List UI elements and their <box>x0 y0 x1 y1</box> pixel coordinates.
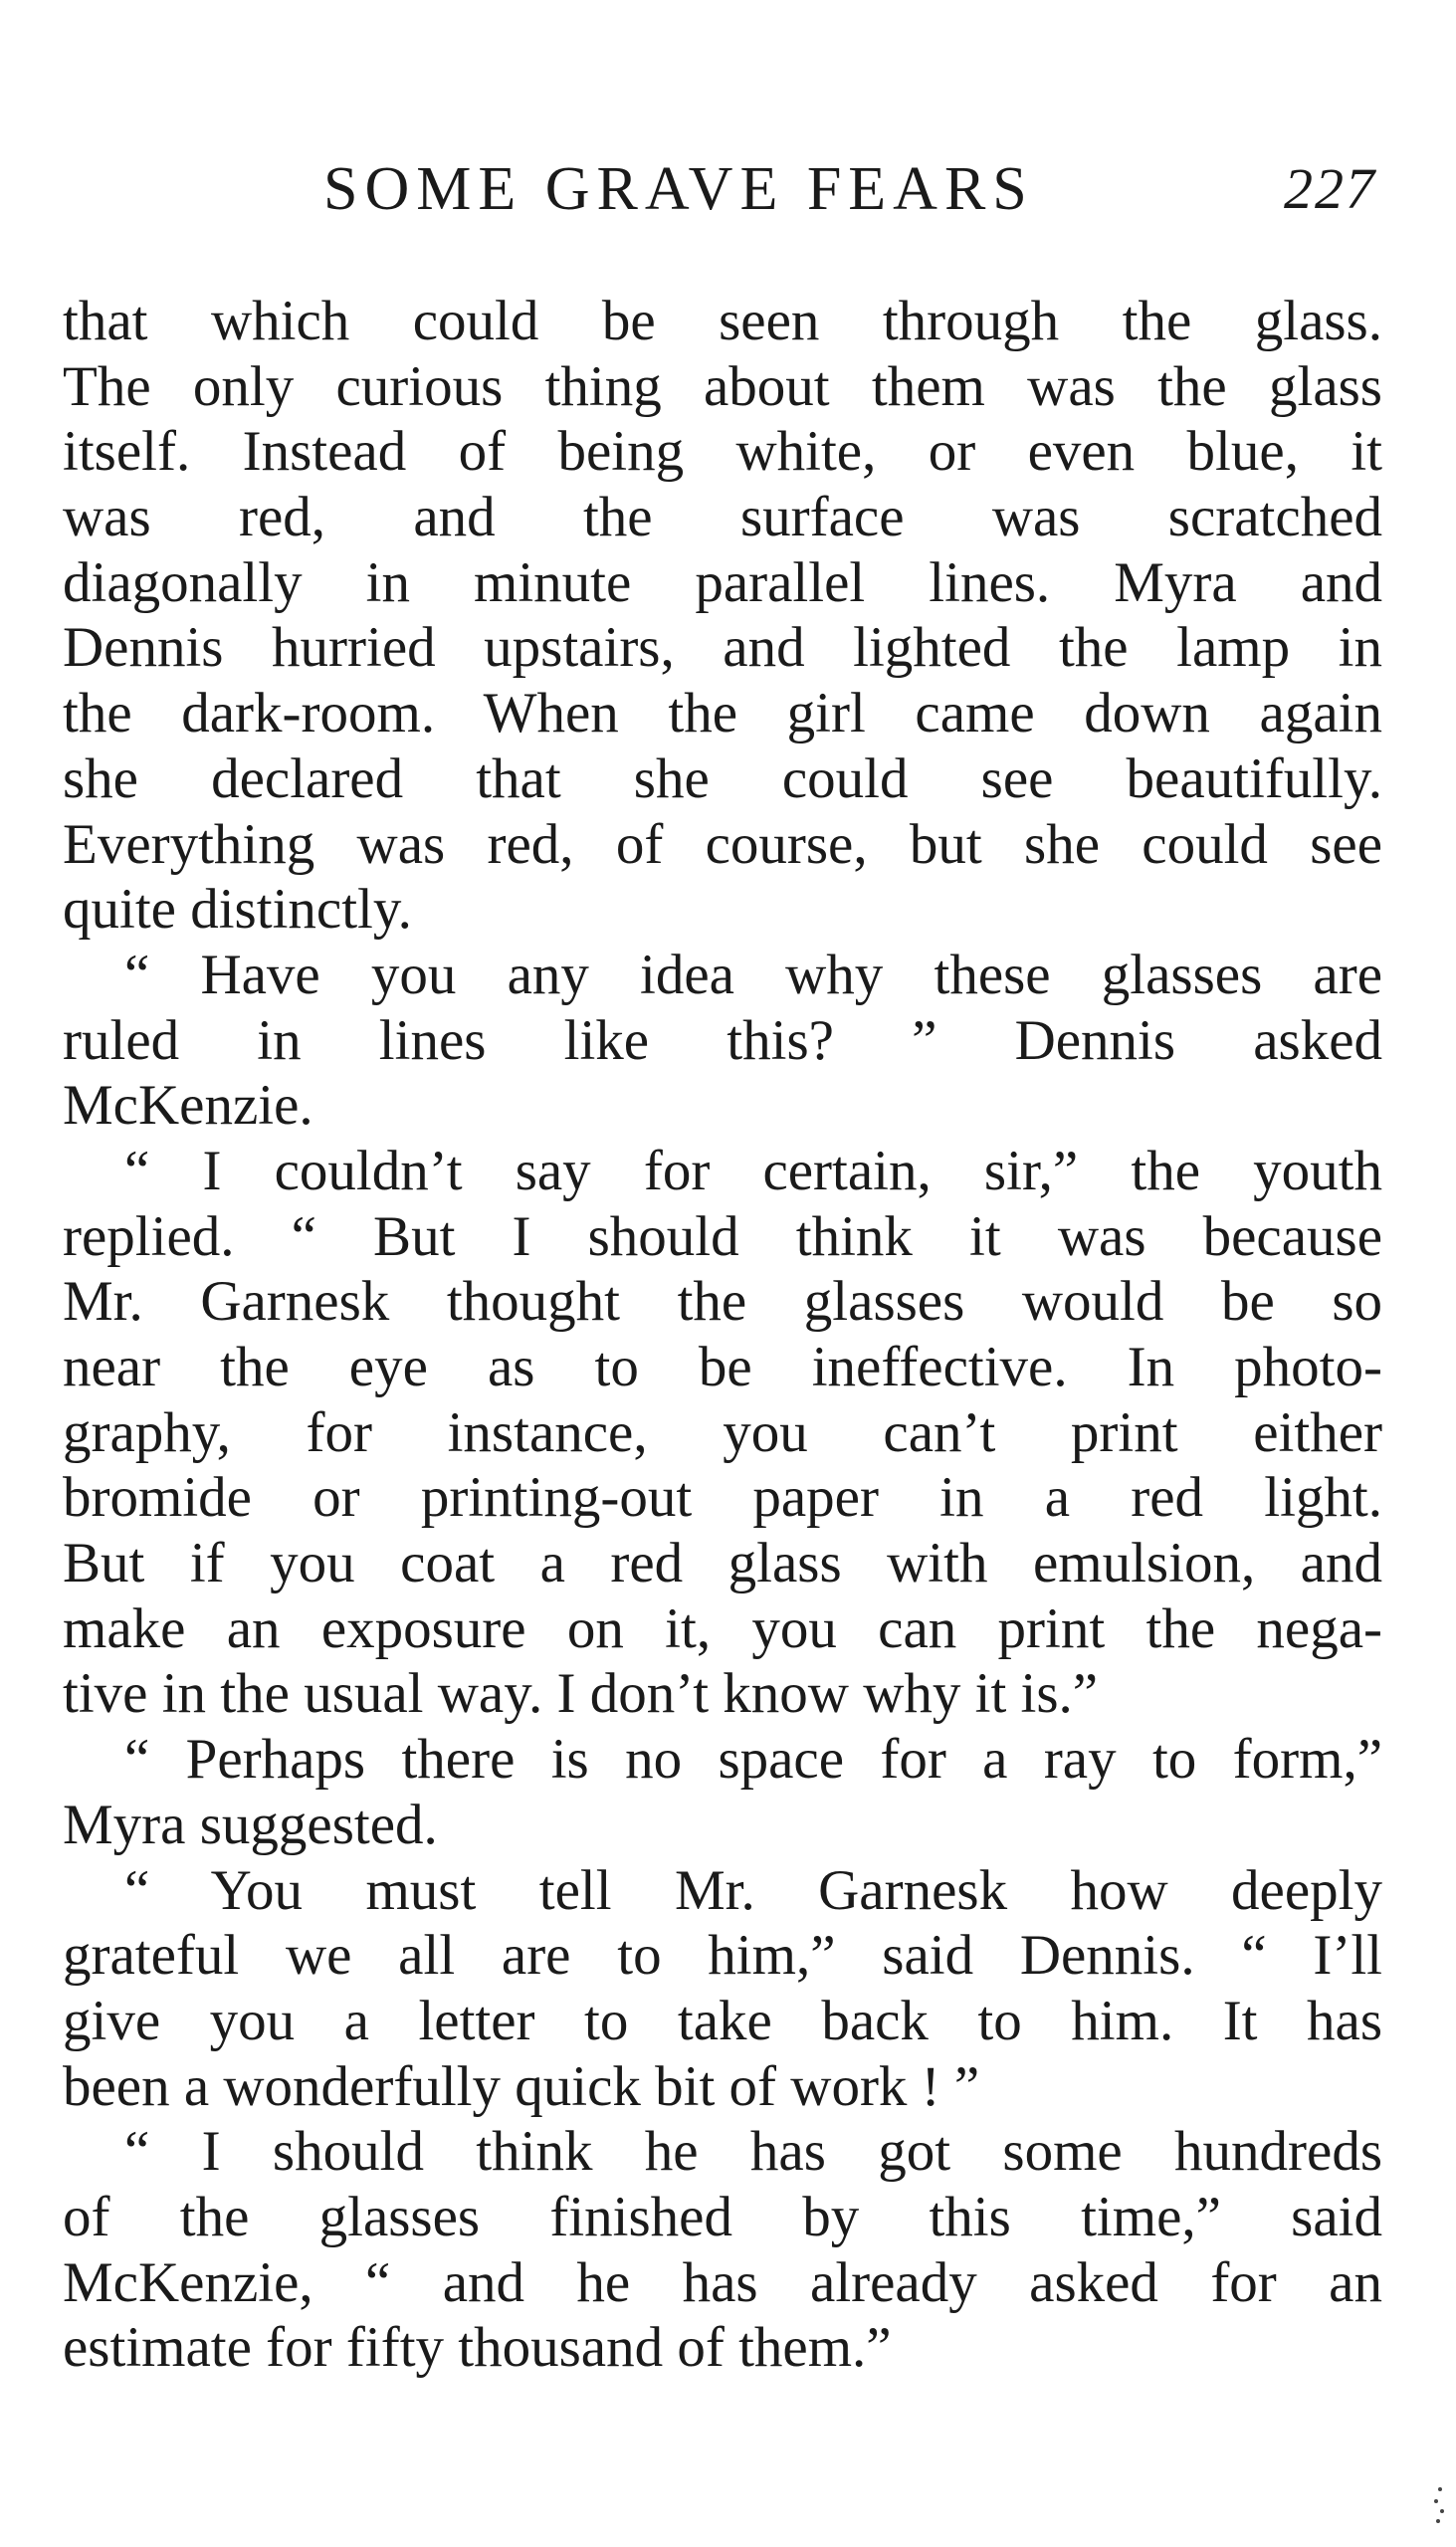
text-line: near the eye as to be ineffective. In photo- <box>63 1336 1382 1398</box>
text-line: Everything was red, of course, but she could see <box>63 812 1382 876</box>
text-line: diagonally in minute parallel lines. Myra and <box>63 550 1382 614</box>
text-line: McKenzie, “ and he has already asked for an <box>63 2250 1382 2314</box>
text-line: estimate for fifty thousand of them.” <box>63 2316 892 2380</box>
text-line: give you a letter to take back to him. It has <box>63 1989 1382 2052</box>
text-line: of the glasses finished by this time,” said <box>63 2185 1382 2248</box>
page-body <box>63 289 1382 2381</box>
text-line: Myra suggested. <box>63 1793 438 1856</box>
text-line: graphy, for instance, you can’t print either <box>63 1400 1382 1464</box>
text-line: Dennis hurried upstairs, and lighted the lamp in <box>63 616 1382 680</box>
text-line: “ Have you any idea why these glasses are <box>124 943 1382 1006</box>
text-line: McKenzie. <box>63 1074 313 1138</box>
text-line: she declared that she could see beautifully. <box>63 746 1382 810</box>
text-line: But if you coat a red glass with emulsion, and <box>63 1532 1382 1595</box>
text-line: itself. Instead of being white, or even blue, it <box>63 420 1382 484</box>
running-header <box>0 149 1456 229</box>
text-line: “ You must tell Mr. Garnesk how deeply <box>124 1858 1382 1922</box>
text-line: “ I couldn’t say for certain, sir,” the youth <box>124 1139 1382 1202</box>
text-line: Mr. Garnesk thought the glasses would be so <box>63 1270 1382 1334</box>
scan-speck-mark <box>1432 2487 1446 2527</box>
text-line: “ Perhaps there is no space for a ray to form,” <box>124 1728 1382 1792</box>
text-line: tive in the usual way. I don’t know why it is.” <box>63 1662 1099 1726</box>
text-line: replied. “ But I should think it was because <box>63 1204 1382 1268</box>
text-line: the dark-room. When the girl came down again <box>63 682 1382 745</box>
text-line: “ I should think he has got some hundreds <box>124 2120 1382 2184</box>
text-line: been a wonderfully quick bit of work ! ” <box>63 2054 980 2118</box>
page-number: 227 <box>1284 156 1376 221</box>
text-line: grateful we all are to him,” said Dennis. “ I’ll <box>63 1924 1382 1988</box>
text-line: quite distinctly. <box>63 878 412 942</box>
text-line: that which could be seen through the glass. <box>63 290 1382 352</box>
chapter-title: SOME GRAVE FEARS <box>323 155 1034 223</box>
text-line: The only curious thing about them was the glass <box>63 354 1382 418</box>
text-line: make an exposure on it, you can print the nega- <box>63 1596 1382 1660</box>
text-line: ruled in lines like this? ” Dennis asked <box>63 1008 1382 1072</box>
text-line: was red, and the surface was scratched <box>63 486 1382 549</box>
text-line: bromide or printing-out paper in a red light. <box>63 1466 1382 1530</box>
